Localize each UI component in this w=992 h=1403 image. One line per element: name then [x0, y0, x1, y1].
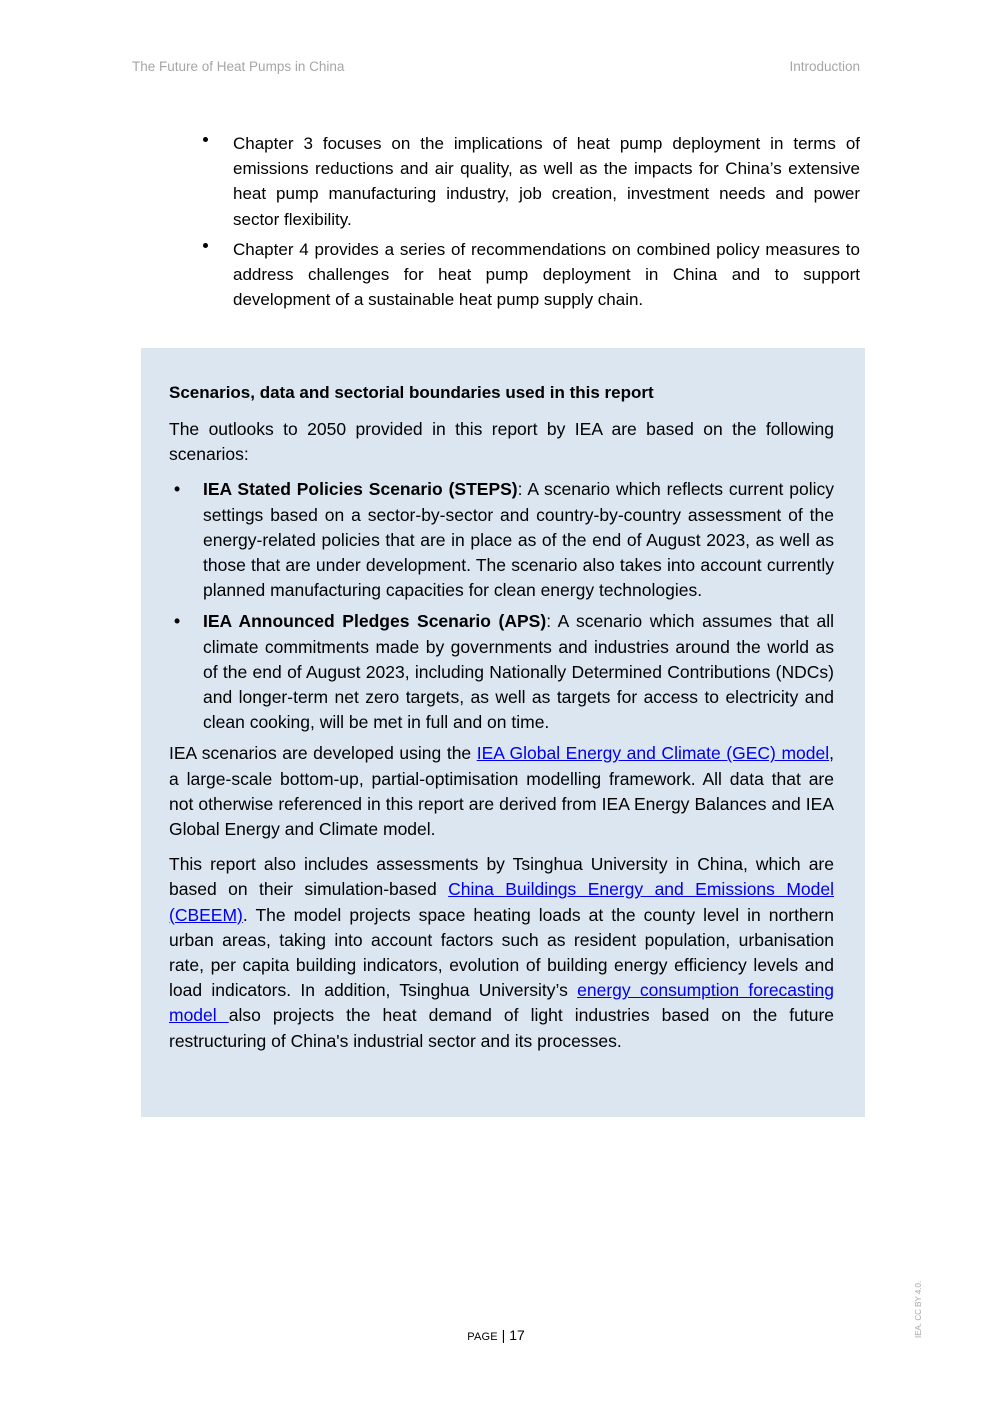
page-separator: | [497, 1327, 510, 1343]
license-note: IEA. CC BY 4.0. [914, 1280, 923, 1338]
page-label: PAGE [467, 1331, 498, 1343]
tsinghua-paragraph [169, 852, 834, 1054]
scenario-steps-text: : A scenario which reflects current policy settings based on a sector-by-sector and country-by-country assessment of the energy-related policies that are in place as of the end of August 2023, as well as those that are under development. The scenario also takes into account currently planned manufacturing capacities for clean energy technologies. [203, 479, 834, 601]
forecasting-model-link[interactable]: energy consumption forecasting model [169, 980, 835, 1026]
tsinghua-pre: This report also includes assessments by Tsinghua University in China, which are based on their simulation-based [169, 854, 834, 900]
scenario-aps [169, 609, 834, 735]
box-intro: The outlooks to 2050 provided in this report by IEA are based on the following scenarios: [169, 419, 834, 465]
bullet-icon: • [174, 611, 181, 632]
scenario-steps [169, 477, 834, 603]
tsinghua-post: also projects the heat demand of light industries based on the future restructuring of China's industrial sector and its processes. [169, 1005, 835, 1051]
chapter-3-text: Chapter 3 focuses on the implications of heat pump deployment in terms of emissions reductions and air quality, as well as the impacts for China’s extensive heat pump manufacturing industry, job creation, investment needs and power sector flexibility. [233, 134, 860, 229]
page-footer [0, 1327, 992, 1343]
page-number: 17 [509, 1327, 525, 1343]
bullet-dot-icon [203, 137, 208, 142]
scenarios-info-box [141, 348, 865, 1117]
list-item [203, 237, 860, 313]
bullet-dot-icon [203, 243, 208, 248]
scenario-steps-name: IEA Stated Policies Scenario (STEPS) [203, 479, 518, 500]
chapter-4-text: Chapter 4 provides a series of recommendations on combined policy measures to address challenges for heat pump deployment in China and to support development of a sustainable heat pump supply chain. [233, 239, 860, 310]
gec-paragraph [169, 741, 834, 842]
scenario-aps-text: : A scenario which assumes that all climate commitments made by governments and industries around the world as of the end of August 2023, including Nationally Determined Contributions (NDCs) and longer-term net zero targets, as well as targets for access to electricity and clean cooking, will be met in full and on time. [203, 611, 834, 733]
gec-pre: IEA scenarios are developed using the [169, 743, 477, 764]
scenario-aps-name: IEA Announced Pledges Scenario (APS) [203, 611, 547, 632]
tsinghua-mid: . The model projects space heating loads at the county level in northern urban areas, taking into account factors such as resident population, urbanisation rate, per capita building indicators, evolution of building energy efficiency levels and load indicators. In addition, Tsinghua University’s [169, 904, 834, 1001]
gec-model-link[interactable]: IEA Global Energy and Climate (GEC) model [476, 743, 830, 764]
chapter-list [203, 131, 860, 317]
gec-post: , a large-scale bottom-up, partial-optimisation modelling framework. All data that are not otherwise referenced in this report are derived from IEA Energy Balances and IEA Global Energy and Climate model. [169, 743, 834, 840]
running-header-title: The Future of Heat Pumps in China [132, 59, 345, 74]
box-title: Scenarios, data and sectorial boundaries used in this report [169, 383, 654, 402]
bullet-icon: • [174, 479, 181, 500]
running-header-section: Introduction [789, 59, 860, 74]
cbeem-link[interactable]: China Buildings Energy and Emissions Model (CBEEM) [169, 879, 834, 925]
list-item [203, 131, 860, 232]
